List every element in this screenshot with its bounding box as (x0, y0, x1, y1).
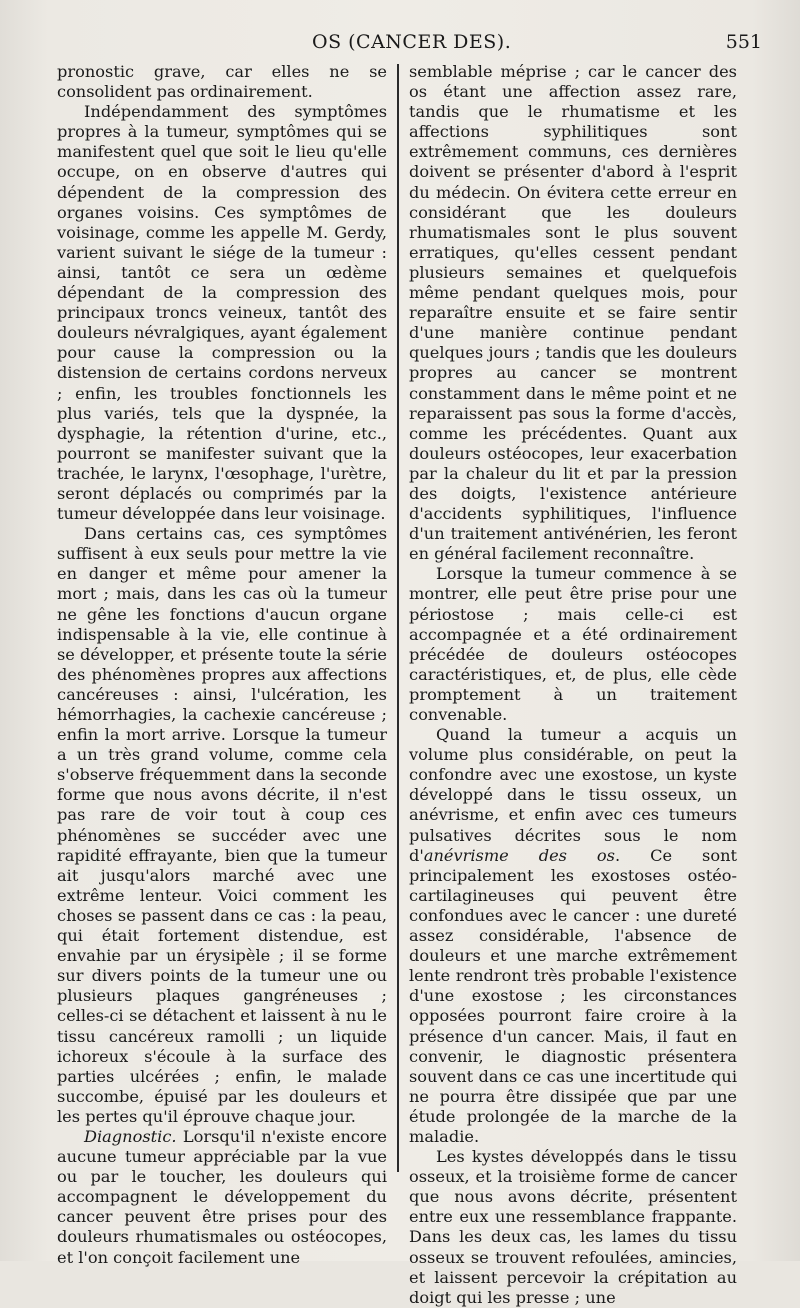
paragraph: Indépendamment des symptômes propres à la tumeur, symptômes qui se manifestent quel que soit le lieu qu'elle occupe, on en observe d'autres qui dépendent de la compression des organes voisins. Ces symptômes de voisinage, comme les appelle M. Gerdy, varient suivant le siége de la tumeur : ainsi, tantôt ce sera un œdème dépendant de la compression des principaux troncs veineux, tantôt des douleurs névralgiques, ayant également pour cause la compression ou la distension de certains cordons nerveux ; enfin, les troubles fonctionnels les plus variés, tels que la dyspnée, la dysphagie, la rétention d'urine, etc., pourront se manifester suivant que la trachée, le larynx, l'œsophage, l'urètre, seront déplacés ou comprimés par la tumeur développée dans leur voisinage. (57, 102, 387, 524)
paragraph-text: . Ce sont principalement les exostoses ostéo-cartilagineuses qui peuvent être confondues avec le cancer : une dureté assez considérable, l'absence de douleurs et une marche extrêmement lente rendront très probable l'existence d'une exostose ; les circonstances opposées pourront faire croire à la présence d'un cancer. Mais, il faut en convenir, le diagnostic présentera souvent dans ce cas une incertitude qui ne pourra être dissipée que par une étude prolongée de la marche de la maladie. (409, 845, 737, 1146)
paragraph: Dans certains cas, ces symptômes suffisent à eux seuls pour mettre la vie en danger et même pour amener la mort ; mais, dans les cas où la tumeur ne gêne les fonctions d'aucun organe indispensable à la vie, elle continue à se développer, et présente toute la série des phénomènes propres aux affections cancéreuses : ainsi, l'ulcération, les hémorrhagies, la cachexie cancéreuse ; enfin la mort arrive. Lorsque la tumeur a un très grand volume, comme cela s'observe fréquemment dans la seconde forme que nous avons décrite, il n'est pas rare de voir tout à coup ces phénomènes se succéder avec une rapidité effrayante, bien que la tumeur ait jusqu'alors marché avec une extrême lenteur. Voici comment les choses se passent dans ce cas : la peau, qui était fortement distendue, est envahie par un érysipèle ; il se forme sur divers points de la tumeur une ou plusieurs plaques gangréneuses ; celles-ci se détachent et laissent à nu le tissu cancéreux ramolli ; un liquide ichoreux s'écoule à la surface des parties ulcérées ; enfin, le malade succombe, épuisé par les douleurs et les pertes qu'il éprouve chaque jour. (57, 524, 387, 1126)
paragraph: Lorsque la tumeur commence à se montrer, elle peut être prise pour une périostose ; mais celle-ci est accompagnée et a été ordinairement précédée de douleurs ostéocopes caractéristiques, et, de plus, elle cède promptement à un traitement convenable. (409, 564, 737, 724)
running-title: OS (CANCER DES). (312, 31, 512, 53)
paragraph-diagnostic (57, 1127, 387, 1268)
italic-term: anévrisme des os (423, 845, 615, 865)
paragraph: semblable méprise ; car le cancer des os étant une affection assez rare, tandis que le rhumatisme et les affections syphilitiques sont extrêmement communs, ces dernières doivent se présenter d'abord à l'esprit du médecin. On évitera cette erreur en considérant que les douleurs rhumatismales sont le plus souvent erratiques, qu'elles cessent pendant plusieurs semaines et quelquefois même pendant quelques mois, pour reparaître ensuite et se faire sentir d'une manière continue pendant quelques jours ; tandis que les douleurs propres au cancer se montrent constamment dans le même point et ne reparaissent pas sous la forme d'accès, comme les précédentes. Quant aux douleurs ostéocopes, leur exacerbation par la chaleur du lit et par la pression des doigts, l'existence antérieure d'accidents syphilitiques, l'influence d'un traitement antivénérien, les feront en général facilement reconnaître. (409, 62, 737, 564)
paragraph: pronostic grave, car elles ne se consolident pas ordinairement. (57, 62, 387, 102)
paragraph: Les kystes développés dans le tissu osseux, et la troisième forme de cancer que nous avons décrite, présentent entre eux une ressemblance frappante. Dans les deux cas, les lames du tissu osseux se trouvent refoulées, amincies, et laissent percevoir la crépitation au doigt qui les presse ; une (409, 1147, 737, 1307)
left-column (57, 62, 387, 1268)
page-number: 551 (725, 31, 762, 53)
paragraph-text: Lorsqu'il n'existe encore aucune tumeur appréciable par la vue ou par le toucher, les douleurs qui accompagnent le développement du cancer peuvent être prises pour des douleurs rhumatismales ou ostéocopes, et l'on conçoit facilement une (57, 1126, 387, 1267)
column-divider (397, 64, 399, 1172)
paragraph (409, 725, 737, 1147)
right-column (409, 62, 737, 1308)
paragraph-text: Quand la tumeur a acquis un volume plus considérable, on peut la confondre avec une exostose, un kyste développé dans le tissu osseux, un anévrisme, et enfin avec ces tumeurs pulsatives décrites sous le nom d' (409, 725, 737, 865)
page-header (0, 31, 800, 57)
section-heading-diagnostic: Diagnostic. (84, 1126, 177, 1146)
